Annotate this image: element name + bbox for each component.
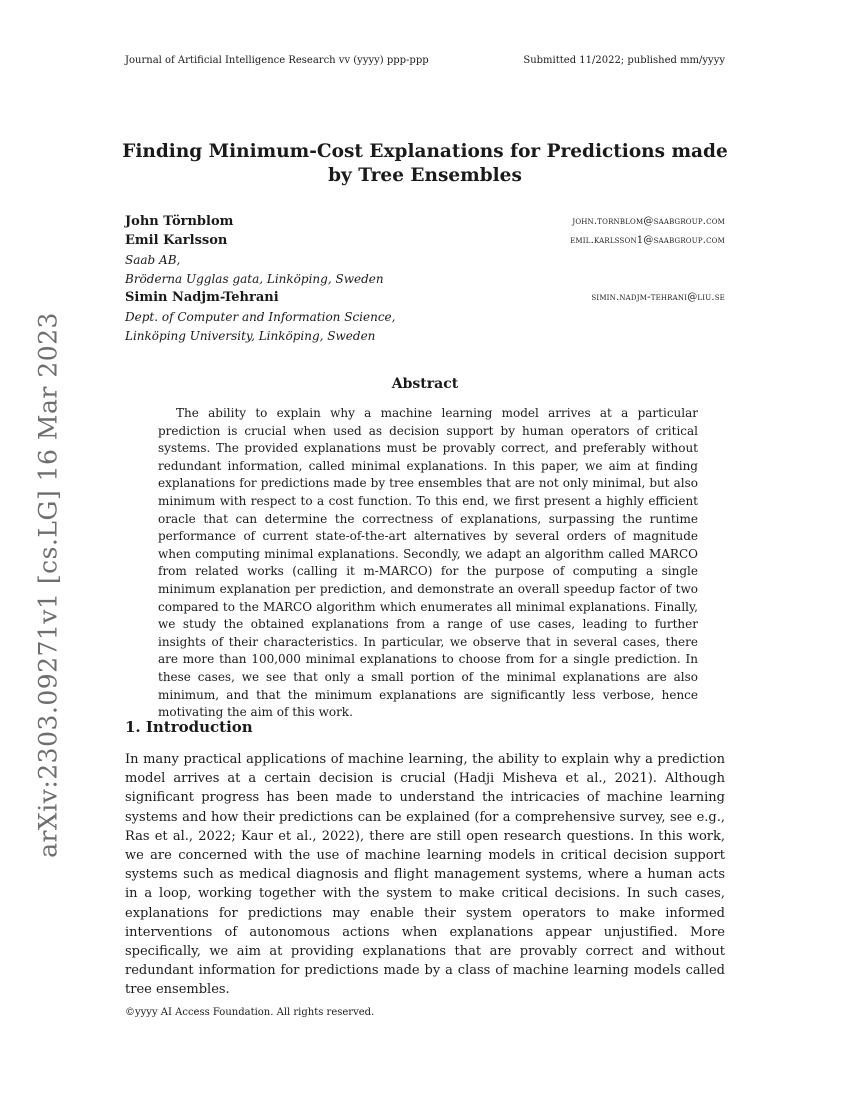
section-heading: 1. Introduction [125, 718, 253, 736]
author-name: Emil Karlsson [125, 233, 228, 248]
author-name: Simin Nadjm-Tehrani [125, 290, 279, 305]
author-block-3 [125, 290, 725, 308]
abstract-heading: Abstract [391, 376, 459, 392]
author-name: John Törnblom [125, 214, 234, 229]
affiliation-line: Saab AB, [125, 253, 181, 267]
affiliation-line: Linköping University, Linköping, Sweden [125, 329, 376, 343]
introduction-paragraph: In many practical applications of machine learning, the ability to explain why a prediction model arrives at a certain decision is crucial (Hadji Misheva et al., 2021). Although significant progress has been made to understand the intricacies of machine learning systems and how their predictions can be explained (for a comprehensive survey, see e.g., Ras et al., 2022; Kaur et al., 2022), there are still open research questions. In this work, we are concerned with the use of machine learning models in critical decision support systems such as medical diagnosis and flight management systems, where a human acts in a loop, working together with the system to make critical decisions. In such cases, explanations for predictions may enable their system operators to make informed interventions of autonomous actions when explanations appear unjustified. More specifically, we aim at providing explanations that are provably correct and without redundant information for predictions made by a class of machine learning models called tree ensembles. [125, 752, 725, 998]
author-email: john.tornblom@saabgroup.com [572, 216, 725, 227]
journal-header: Journal of Artificial Intelligence Research vv (yyyy) ppp-ppp [125, 55, 429, 66]
author-block-1 [125, 214, 725, 232]
submission-date: Submitted 11/2022; published mm/yyyy [523, 55, 725, 66]
author-block-2 [125, 233, 725, 251]
abstract-text: The ability to explain why a machine learning model arrives at a particular prediction is crucial when used as decision support by human operators of critical systems. The provided explanations must be provably correct, and preferably without redundant information, called minimal explanations. In this paper, we aim at finding explanations for predictions made by tree ensembles that are not only minimal, but also minimum with respect to a cost function. To this end, we first present a highly efficient oracle that can determine the correctness of explanations, surpassing the runtime performance of current state-of-the-art alternatives by several orders of magnitude when computing minimal explanations. Secondly, we adapt an algorithm called MARCO from related works (calling it m-MARCO) for the purpose of computing a single minimum explanation per prediction, and demonstrate an overall speedup factor of two compared to the MARCO algorithm which enumerates all minimal explanations. Finally, we study the obtained explanations from a range of use cases, leading to further insights of their characteristics. In particular, we observe that in several cases, there are more than 100,000 minimal explanations to choose from for a single prediction. In these cases, we see that only a small portion of the minimal explanations are also minimum, and that the minimum explanations are significantly less verbose, hence motivating the aim of this work. [158, 406, 698, 720]
copyright-footer: ©yyyy AI Access Foundation. All rights reserved. [125, 1007, 375, 1018]
arxiv-identifier: arXiv:2303.09271v1 [cs.LG] 16 Mar 2023 [33, 312, 63, 858]
affiliation-line: Dept. of Computer and Information Science, [125, 310, 396, 324]
author-email: emil.karlsson1@saabgroup.com [570, 235, 725, 246]
affiliation-line: Bröderna Ugglas gata, Linköping, Sweden [125, 272, 384, 286]
author-email: simin.nadjm-tehrani@liu.se [591, 292, 725, 303]
paper-title: Finding Minimum-Cost Explanations for Predictions made by Tree Ensembles [122, 141, 728, 186]
